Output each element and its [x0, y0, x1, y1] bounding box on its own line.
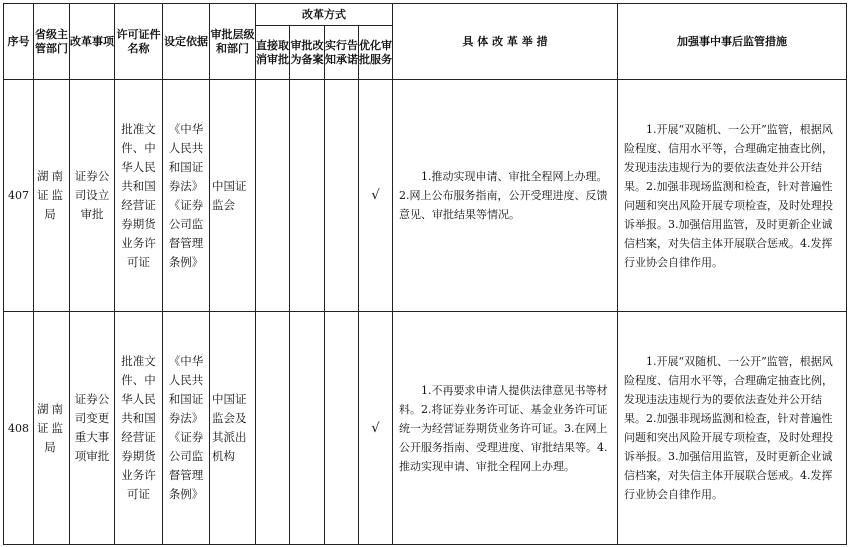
cell-record	[290, 80, 325, 312]
cell-cancel	[256, 80, 290, 312]
cell-seq: 407	[4, 80, 34, 312]
cell-promise	[325, 312, 359, 545]
cell-optimize-check: √	[359, 312, 393, 545]
cell-measures: 1.推动实现申请、审批全程网上办理。2.网上公布服务指南，公开受理进度、反馈意见、审批结果等情况。	[393, 80, 618, 312]
cell-optimize-check: √	[359, 80, 393, 312]
header-promise: 实行告知承诺	[325, 26, 359, 80]
cell-license: 批准文件、中华人民共和国经营证券期货业务许可证	[115, 80, 163, 312]
cell-level: 中国证监会	[210, 80, 256, 312]
header-record: 审批改为备案	[290, 26, 325, 80]
cell-basis: 《中华人民共和国证券法》《证券公司监督管理条例》	[163, 80, 210, 312]
cell-item: 证券公司变更重大事项审批	[70, 312, 115, 545]
cell-supervision: 1.开展“双随机、一公开”监管，根据风险程度、信用水平等，合理确定抽查比例，发现违法违规行为的要依法查处并公开结果。2.加强非现场监测和检查，针对普遍性问题和突出风险开展专项检查，及时处理投诉举报。3.加强信用监管，及时更新企业诚信档案，对失信主体开展联合惩戒。4.发挥行业协会自律作用。	[618, 312, 847, 545]
reform-table	[3, 3, 847, 545]
header-seq: 序号	[4, 4, 34, 80]
cell-cancel	[256, 312, 290, 545]
header-dept: 省级主管部门	[34, 4, 70, 80]
header-basis: 设定依据	[163, 4, 210, 80]
header-cancel: 直接取消审批	[256, 26, 290, 80]
cell-level: 中国证监会及其派出机构	[210, 312, 256, 545]
cell-record	[290, 312, 325, 545]
cell-measures: 1.不再要求申请人提供法律意见书等材料。2.将证券业务许可证、基金业务许可证统一为经营证券期货业务许可证。3.在网上公开服务指南、受理进度、审批结果等。4.推动实现申请、审批全程网上办理。	[393, 312, 618, 545]
cell-dept: 湖南证监局	[34, 312, 70, 545]
header-reform-group: 改革方式	[256, 4, 393, 26]
cell-basis: 《中华人民共和国证券法》《证券公司监督管理条例》	[163, 312, 210, 545]
cell-item: 证券公司设立审批	[70, 80, 115, 312]
header-optimize: 优化审批服务	[359, 26, 393, 80]
cell-license: 批准文件、中华人民共和国经营证券期货业务许可证	[115, 312, 163, 545]
table-row	[4, 312, 847, 545]
cell-promise	[325, 80, 359, 312]
cell-seq: 408	[4, 312, 34, 545]
header-item: 改革事项	[70, 4, 115, 80]
cell-dept: 湖南证监局	[34, 80, 70, 312]
header-level: 审批层级和部门	[210, 4, 256, 80]
header-supervision: 加强事中事后监管措施	[618, 4, 847, 80]
header-measures: 具 体 改 革 举 措	[393, 4, 618, 80]
table-row	[4, 80, 847, 312]
cell-supervision: 1.开展“双随机、一公开”监管，根据风险程度、信用水平等，合理确定抽查比例，发现违法违规行为的要依法查处并公开结果。2.加强非现场监测和检查，针对普遍性问题和突出风险开展专项检查，及时处理投诉举报。3.加强信用监管，及时更新企业诚信档案，对失信主体开展联合惩戒。4.发挥行业协会自律作用。	[618, 80, 847, 312]
header-row-1	[4, 4, 847, 26]
header-license: 许可证件名称	[115, 4, 163, 80]
